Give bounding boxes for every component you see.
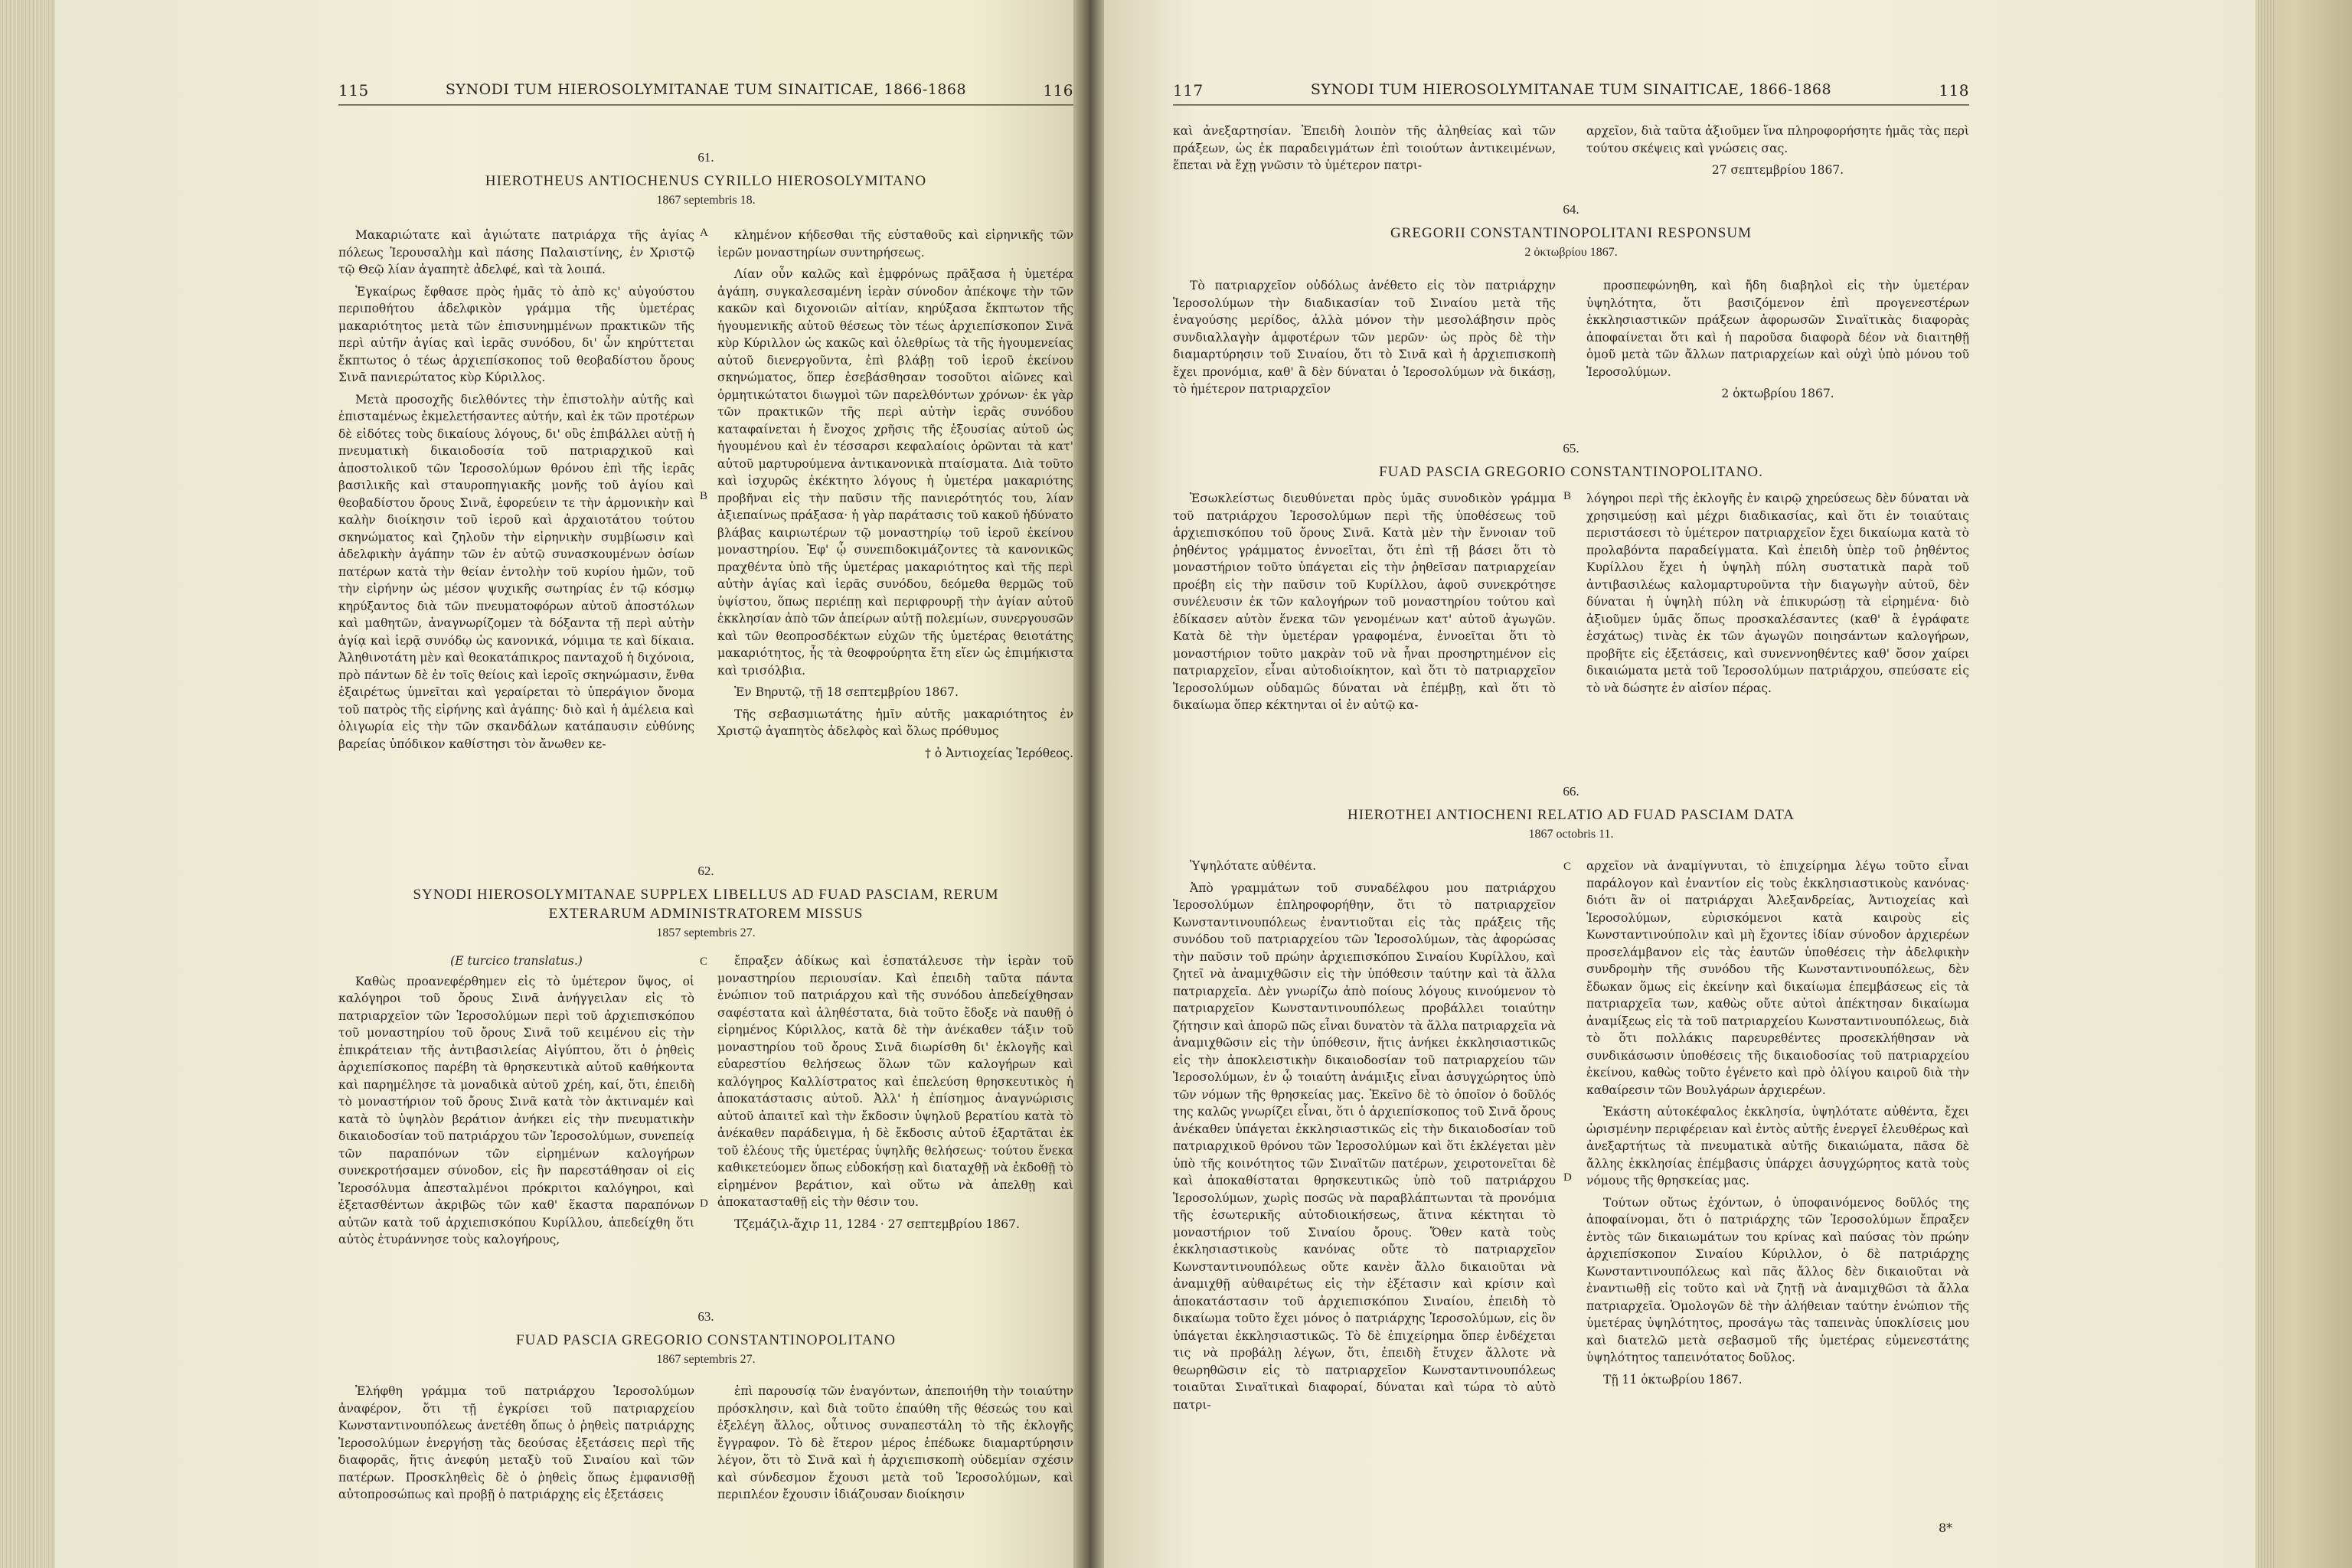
- running-head-left: [338, 81, 1073, 100]
- doc-title: HIEROTHEI ANTIOCHENI RELATIO AD FUAD PASCIAM DATA: [1347, 807, 1795, 823]
- paragraph: Καθὼς προανεφέρθημεν εἰς τὸ ὑμέτερον ὕψος, οἱ καλόγηροι τοῦ ὄρους Σινᾶ ἀνήγγειλαν εἰς τὸ πατριαρχεῖον τῶν Ἱεροσολύμων περὶ τοῦ ἀρχιεπισκόπου τοῦ μοναστηρίου τοῦ ὄρους Σινᾶ τοῦ κειμένου εἰς τὴν ἐπικράτειαν τῆς ἀντιβασιλείας Αἰγύπτου, ὅτι ὁ ῥηθεὶς ἀρχιεπίσκοπος παρέβη τὰ θρησκευτικὰ αὐτοῦ καθήκοντα καὶ παρημέλησε τὰ μοναδικὰ αὐτοῦ χρέη, καί, ὅτι, ἐπειδὴ τὸ μοναστήριον τοῦ ὄρους Σινᾶ κατὰ τὸν ἀκτιναμέν καὶ κατὰ τὸ ὑψηλὸν βεράτιον ἀνήκει εἰς τὴν πνευματικὴν δικαιοδοσίαν τοῦ πατριάρχου τῶν Ἱεροσολύμων, συνεπείᾳ τῶν παραπόνων τῶν εἰρημένων καλογήρων συνεκροτήσαμεν σύνοδον, εἰς ἣν παρεστάθησαν οἱ εἰς Ἱεροσόλυμα ἀπεσταλμένοι πρόκριτοι καλόγηροι, καὶ ἐξετασθέντων ἀκριβῶς τῶν καθ' ἕκαστα παραπόνων αὐτῶν κατὰ τοῦ ἀρχιεπισκόπου Κυρίλλου, ἀπεδείχθη ὅτι αὐτὸς ἐτυράννησε τοὺς καλογήρους,: [338, 974, 694, 1246]
- paragraph: λόγηροι περὶ τῆς ἐκλογῆς ἐν καιρῷ χηρεύσεως δὲν δύναται νὰ χρησιμεύσῃ καὶ μέχρι διαδικασίας, καὶ ὅτι ἐν τοιαύταις περιστάσεσι τὸ ὑμέτερον πατριαρχεῖον ἔχει δικαίωμα κατὰ τὸ προλαβόντα παραδείγματα. Καὶ ἐπειδὴ ὑπὲρ τοῦ ῥηθέντος Κυρίλλου ἔχει ἡ ὑψηλὴ πύλη συστατικὰ παρὰ τοῦ ἀντιβασιλέως καλομαρτυροῦντα τὴν διαγωγὴν αὐτοῦ, δὲν δύναται ἡ ὑψηλὴ πύλη νὰ ἐπικυρώσῃ τὰ εἰρημένα· διὸ ἀξιοῦμεν ὑμᾶς ὅπως προσκαλέσαντες (καθ' ἃ ἐγράφατε ἐσχάτως) τινὰς ἐκ τῶν ἀγωγῶν ποιησάντων καλογήρων, προβῆτε εἰς ἐξετάσεις, καὶ συνεννοηθέντες καθ' ὅσον χαίρει δικαιώματα μετὰ τοῦ Ἱεροσολύμων πατριάρχου, σπεύσατε εἰς τὸ νὰ δώσητε ἐν αἰσίον πέρας.: [1586, 492, 1969, 695]
- page-number-117: 117: [1173, 81, 1204, 100]
- margin-marker-d: D: [1563, 1171, 1572, 1184]
- doc-title: HIEROTHEUS ANTIOCHENUS CYRILLO HIEROSOLYMITANO: [485, 173, 927, 189]
- date-line: 2 ὀκτωβρίου 1867.: [1721, 387, 1834, 400]
- paragraph: κλημένον κήδεσθαι τῆς εὐσταθοῦς καὶ εἰρηνικῆς τῶν ἱερῶν μοναστηρίων συντηρήσεως.: [717, 228, 1073, 260]
- page-edge-strip: [2256, 0, 2274, 1568]
- doc-65-col-1: [1173, 490, 1556, 750]
- doc-65-col-2: [1586, 490, 1969, 750]
- signature: † ὁ Ἀντιοχείας Ἱερόθεος.: [925, 746, 1073, 760]
- doc-61-col-1: [338, 227, 694, 831]
- running-head-title: SYNODI TUM HIEROSOLYMITANAE TUM SINAITICAE, 1866-1868: [445, 81, 967, 98]
- doc-title: SYNODI HIEROSOLYMITANAE SUPPLEX LIBELLUS AD FUAD PASCIAM, RERUM EXTERARUM ADMINISTRATOREM MISSUS: [413, 887, 999, 922]
- place-date: Τζεμάζιλ-ἄχιρ 11, 1284 · 27 σεπτεμβρίου 1867.: [734, 1217, 1020, 1231]
- paragraph: καὶ ἀνεξαρτησίαν. Ἐπειδὴ λοιπὸν τῆς ἀληθείας καὶ τῶν πράξεων, ὡς ἐκ παραδειγμάτων ἐπὶ τοιούτων ἀντικειμένων, ἕπεται νὰ ἔχῃ γνῶσιν τὸ ὑμέτερον πατρι-: [1173, 124, 1556, 172]
- running-head-title: SYNODI TUM HIEROSOLYMITANAE TUM SINAITICAE, 1866-1868: [1310, 81, 1832, 98]
- paragraph: αρχεῖον, διὰ ταῦτα ἀξιοῦμεν ἵνα πληροφορήσητε ἡμᾶς τὰς περὶ τούτου σκέψεις καὶ γνώσεις σας.: [1586, 124, 1969, 155]
- paragraph: προσπεφώνηθη, καὶ ἤδη διαβηλοὶ εἰς τὴν ὑμετέραν ὑψηλότητα, ὅτι βασιζόμενον ἐπὶ προγενεστέρων ἐκκλησιαστικῶν πράξεων ἀφορωσῶν Σιναϊτικὰς διαφορὰς ἀποφαίνεται ὅτι καὶ ἡ παροῦσα διαφορὰ δέον νὰ διαιτηθῇ ὁμοῦ μετὰ τῶν ἄλλων πατριαρχείων καὶ οὐχὶ ὑπὸ μόνου τοῦ Ἱεροσολύμων.: [1586, 279, 1969, 379]
- doc-number: 64.: [1563, 202, 1579, 217]
- continuation-col-1: [1173, 122, 1556, 184]
- page-number-115: 115: [338, 81, 369, 100]
- page-number-118: 118: [1939, 81, 1969, 100]
- header-rule: [1173, 104, 1969, 106]
- doc-number: 66.: [1563, 784, 1579, 799]
- salutation: Ὑψηλότατε αὐθέντα.: [1190, 859, 1316, 873]
- doc-62-heading: [338, 864, 1073, 940]
- page-edges-right: [2256, 0, 2352, 1568]
- doc-date: 1867 septembris 18.: [656, 194, 756, 207]
- doc-63-heading: [338, 1309, 1073, 1367]
- closing: Τῆς σεβασμιωτάτης ἡμῖν αὐτῆς μακαριότητος ἐν Χριστῷ ἀγαπητὸς ἀδελφὸς καὶ ὅλως πρόθυμος: [717, 707, 1073, 738]
- doc-title: GREGORII CONSTANTINOPOLITANI RESPONSUM: [1390, 225, 1752, 241]
- header-rule: [338, 104, 1073, 106]
- paragraph: Τούτων οὕτως ἐχόντων, ὁ ὑποφαινόμενος δοῦλός της ἀποφαίνομαι, ὅτι ὁ πατριάρχης τῶν Ἱεροσολύμων ἔπραξεν ἐντὸς τῶν δικαιωμάτων του κρίνας καὶ παύσας τὸν πρώην ἀρχιεπίσκοπον Σιναίου Κύριλλον, ὁ δὲ πατριάρχης Κωνσταντινουπόλεως καὶ πᾶς ἄλλος δὲν δικαιοῦται νὰ ἐναντιωθῇ εἰς τοῦτο καὶ νὰ ζητῇ νὰ ἀναμιχθῶσι τὰ ἄλλα πατριαρχεῖα. Ὁμολογῶν δὲ τὴν ἀλήθειαν ταύτην ἐνώπιον τῆς ὑμετέρας ὑψηλότητος, προσάγω τὰς ταπεινὰς ὑποκλίσεις μου καὶ διατελῶ μετὰ σεβασμοῦ τῆς ὑμετέρας εὐμενεστάτης ὑψηλότητος ταπεινότατος δοῦλος.: [1586, 1195, 1969, 1364]
- doc-date: 1867 septembris 27.: [656, 1353, 756, 1366]
- paragraph: αρχεῖον νὰ ἀναμίγνυται, τὸ ἐπιχείρημα λέγω τοῦτο εἶναι παράλογον καὶ ἐναντίον εἰς τοὺς ἐκκλησιαστικοὺς κανόνας· διότι ἂν οἱ πατριάρχαι Ἀλεξανδρείας, Ἀντιοχείας καὶ Ἱεροσολύμων, εὑρισκόμενοι κατὰ καιροὺς εἰς Κωνσταντινούπολιν καὶ μὴ ἔχοντες ἰδίαν σύνοδον ἀρχιερέων προσελάμβανον εἰς τὰς ἑαυτῶν ὑποθέσεις τὴν ἀδελφικὴν συνδρομὴν τῆς συνόδου τῆς Κωνσταντινουπόλεως, δὲν ἔδωκαν ὅμως εἰς ἐκείνην καὶ δικαίωμα ἐπεμβάσεως εἰς τὰ πατριαρχεῖα των, καθὼς οὔτε αὐτοὶ ἀπέκτησαν δικαίωμα ἀναμίξεως εἰς τὰ τοῦ πατριαρχείου Κωνσταντινουπόλεως, διὰ τὸ ὅτι πολλάκις παρευρεθέντες προσεκλήθησαν νὰ συνδικάσωσιν ὑποθέσεις τῆς δικαιοδοσίας τοῦ πατριαρχείου ἐκείνου, καθὼς τοῦτο ἐγένετο καὶ πρὸ ὀλίγου καιροῦ διὰ τὴν καθαίρεσιν τῶν Βουλγάρων ἀρχιερέων.: [1586, 859, 1969, 1097]
- doc-date: 2 ὀκτωβρίου 1867.: [1524, 246, 1618, 259]
- margin-marker-c: C: [1563, 861, 1572, 873]
- subtitle: (E turcico translatus.): [450, 954, 583, 968]
- margin-marker-c: C: [700, 956, 708, 968]
- page-edges-left: [0, 0, 55, 1568]
- right-page: [1104, 0, 2256, 1568]
- doc-62-col-1: [338, 952, 694, 1289]
- margin-marker-b: B: [700, 490, 708, 502]
- continuation-col-2: [1586, 122, 1969, 184]
- doc-number: 65.: [1563, 441, 1579, 456]
- signature-mark: 8*: [1939, 1521, 1953, 1535]
- paragraph: Ἐσωκλείστως διευθύνεται πρὸς ὑμᾶς συνοδικὸν γράμμα τοῦ πατριάρχου Ἱεροσολύμων περὶ τῆς ὑποθέσεως τοῦ ἀρχιεπισκόπου τοῦ ὄρους Σινᾶ. Κατὰ μὲν τὴν ἔννοιαν τοῦ ῥηθέντος γράμματος ἐννοεῖται, ὅτι ἐπὶ τῇ βάσει ὅτι τὸ μοναστήριον τοῦτο ὑπάγεται εἰς τὴν ῥηθεῖσαν πατριαρχείαν προέβη εἰς τὴν παῦσιν τοῦ Κυρίλλου, ἀφοῦ συνεκρότησε συνέλευσιν ἐκ τῶν καλογήρων τοῦ μοναστηρίου τούτου καὶ ἐδίκασεν αὐτὸν ἕνεκα τῶν γενομένων κατ' αὐτοῦ ἀγωγῶν. Κατὰ δὲ τὴν ὑμετέραν γραφομένα, ἐννοεῖται ὅτι τὸ μοναστήριον τοῦτο μακρὰν τοῦ νὰ ἦναι προσηρτημένον εἰς πατριαρχεῖον, εἶναι αὐτοδιοίκητον, καὶ ὅτι τὸ πατριαρχεῖον Ἱεροσολύμων οὐδαμῶς δύναται νὰ ἐπέμβῃ, καὶ ὅτι τὸ δικαίωμα ὅπερ κέκτηνται οἱ ἐν αὐτῷ κα-: [1173, 492, 1556, 712]
- margin-marker-a: A: [700, 227, 708, 239]
- paragraph: Τὸ πατριαρχεῖον οὐδόλως ἀνέθετο εἰς τὸν πατριάρχην Ἱεροσολύμων τὴν διαδικασίαν τοῦ Σιναίου μετὰ τῆς ἐναγούσης μερίδος, ἀλλὰ μόνον τὴν μεσολάβησιν πρὸς συνδιαλλαγὴν ἀμφοτέρων τῶν μερῶν· ὡς πρὸς δὲ τὴν διαμαρτύρησιν τοῦ Σιναίου, ὅτι τὸ Σινᾶ καὶ ἡ ἀρχιεπισκοπὴ ἔχει προνόμια, καθ' ἃ δὲν δύναται ὁ Ἱεροσολύμων νὰ δικάσῃ, τὸ ἡμέτερον πατριαρχεῖον: [1173, 279, 1556, 396]
- left-page: [55, 0, 1073, 1568]
- doc-63-col-2: [717, 1383, 1073, 1544]
- doc-66-col-2: [1586, 858, 1969, 1547]
- doc-number: 61.: [697, 150, 714, 165]
- doc-63-col-1: [338, 1383, 694, 1544]
- place-date: Τῇ 11 ὀκτωβρίου 1867.: [1603, 1372, 1743, 1387]
- doc-title: FUAD PASCIA GREGORIO CONSTANTINOPOLITANO.: [1379, 464, 1763, 480]
- paragraph: Μετὰ προσοχῆς διελθόντες τὴν ἐπιστολὴν αὐτῆς καὶ ἐπισταμένως ἐκμελετήσαντες αὐτήν, καὶ ἐκ τῶν προτέρων δὲ εἰδότες τοὺς δικαίους λόγους, δι' οὓς ἐπιβάλλει αὐτῇ ἡ πνευματικὴ δικαιοδοσία τοῦ πατριαρχικοῦ καὶ ἀποστολικοῦ τῶν Ἱεροσολύμων θρόνου ἐπὶ τῆς ἱερᾶς βασιλικῆς καὶ σταυροπηγιακῆς μονῆς τοῦ ἁγίου καὶ θεοβαδίστου ὄρους Σινᾶ, ἐφορεύειν τε τὴν ἁρμονικὴν καὶ καλὴν διοίκησιν τοῦ ἱεροῦ καὶ ἀρχαιοτάτου τούτου σκηνώματος καὶ ζηλοῦν τὴν εἰρηνικὴν συμβίωσιν καὶ ἀδελφικὴν ἀγάπην τῶν ἐν αὐτῷ συνασκουμένων ὁσίων πατέρων κατὰ τὴν θείαν ἐντολὴν τοῦ κυρίου ἡμῶν, τοῦ τὴν εἰρήνην ὡς μέσον ψυχικῆς σωτηρίας ἐν τῷ κόσμῳ κηρύξαντος διὰ τῶν πνευματοφόρων αὐτοῦ ἀποστόλων καὶ μαθητῶν, ἀναγνωρίζομεν τὰ δόξαντα τῇ περὶ αὐτὴν ἁγίᾳ καὶ ἱερᾷ συνόδῳ ὡς κανονικά, νόμιμα τε καὶ δίκαια. Ἀληθινοτάτη μὲν καὶ θεοκατάπικρος πανταχοῦ ἡ διχόνοια, πρὸ πάντων δὲ ἐν τοῖς θείοις καὶ ἱεροῖς σκηνώμασιν, ἔνθα ἐξαιρέτως ὑμνεῖται καὶ γεραίρεται τὸ ὑπεράγιον ὄνομα τοῦ πατρὸς τῆς εἰρήνης καὶ ἀγάπης· διὸ καὶ ἡ ἀμέλεια καὶ ὀλιγωρία εἰς τὴν τῶν σκανδάλων κατάπαυσιν εὐθύνης βαρείας ὑπόδικον καθίστησι τὸν ἄνωθεν κε-: [338, 392, 694, 751]
- place-date: Ἐν Βηρυτῷ, τῇ 18 σεπτεμβρίου 1867.: [734, 685, 959, 699]
- margin-marker-b: B: [1563, 490, 1572, 502]
- doc-64-col-2: [1586, 277, 1969, 407]
- margin-marker-d: D: [700, 1197, 708, 1210]
- doc-66-col-1: [1173, 858, 1556, 1547]
- paragraph: Ἐγκαίρως ἔφθασε πρὸς ἡμᾶς τὸ ἀπὸ κς' αὐγούστου περιποθήτου ἀδελφικὸν γράμμα τῆς ὑμετέρας μακαριότητος μετὰ τῶν ἐπισυνημμένων πρακτικῶν τῆς περὶ αὐτῆν ἁγίας καὶ ἱερᾶς συνόδου, δι' ὧν κηρύττεται ἔκπτωτος ὁ τέως ἀρχιεπίσκοπος τοῦ θεοβαδίστου ὄρους Σινᾶ πανιερώτατος κὺρ Κύριλλος.: [338, 284, 694, 384]
- book-gutter: [1073, 0, 1104, 1568]
- doc-61-heading: [338, 150, 1073, 207]
- running-head-right: [1173, 81, 1969, 100]
- doc-title: FUAD PASCIA GREGORIO CONSTANTINOPOLITANO: [516, 1332, 896, 1348]
- paragraph: ἐπὶ παρουσίᾳ τῶν ἐναγόντων, ἀπεποιήθη τὴν τοιαύτην πρόσκλησιν, καὶ διὰ τοῦτο ἐπαύθη τῆς θέσεώς του καὶ ἐξελέγη ἄλλος, οὗτινος συναπεστάλη τὸ τῆς ἐκλογῆς ἔγγραφον. Τὸ δὲ ἕτερον μέρος ἐπέδωκε διαμαρτύρησιν λέγον, ὅτι τὸ Σινᾶ καὶ ἡ ἀρχιεπισκοπὴ οὐδεμίαν σχέσιν καὶ σύνδεσμον ἔχουσι μετὰ τοῦ Ἱεροσολύμων, καὶ περιπλέον ἔχουσιν ἰδιάζουσαν διοίκησιν: [717, 1384, 1073, 1501]
- doc-number: 62.: [697, 864, 714, 878]
- paragraph: Ἐλήφθη γράμμα τοῦ πατριάρχου Ἱεροσολύμων ἀναφέρον, ὅτι τῇ ἐγκρίσει τοῦ πατριαρχείου Κωνσταντινουπόλεως ἀνετέθη ὅπως ὁ ῥηθεὶς πατριάρχης Ἱεροσολύμων ἐνεργήσῃ τὰς δεούσας ἐξετάσεις περὶ τῆς διαφορᾶς, ἥτις ἀνεφύη μεταξὺ τοῦ Σιναίου καὶ τῶν πατέρων. Προσκληθεὶς δὲ ὁ ῥηθεὶς ὅπως ἐμφανισθῇ αὐτοπροσώπως καὶ προβῇ ὁ πατριάρχης εἰς ἐξετάσεις: [338, 1384, 694, 1501]
- doc-date: 1867 octobris 11.: [1528, 828, 1614, 841]
- paragraph: Ἀπὸ γραμμάτων τοῦ συναδέλφου μου πατριάρχου Ἱεροσολύμων ἐπληροφορήθην, ὅτι τὸ πατριαρχεῖον Κωνσταντινουπόλεως ἐναντιοῦται εἰς τὰς πράξεις τῆς συνόδου τοῦ πατριαρχείου τῶν Ἱεροσολύμων, τὰς ἀφορώσας τὴν παῦσιν τοῦ πρώην ἀρχιεπισκόπου Σιναίου Κυρίλλου, καὶ ζητεῖ νὰ ἀναμιχθῶσιν εἰς τὴν ὑπόθεσιν ταύτην καὶ τὰ ἄλλα πατριαρχεῖα. Δὲν γνωρίζω ἀπὸ ποίους λόγους κινούμενον τὸ πατριαρχεῖον Κωνσταντινουπόλεως προβάλλει τοιαύτην ζήτησιν καὶ ἀπορῶ πῶς εἶναι δυνατὸν τὰ ἄλλα πατριαρχεῖα νὰ ἀναμιχθῶσιν εἰς τὴν ὑπόθεσιν, ἥτις ἀνήκει ἐκκλησιαστικῶς εἰς τὴν ἀποκλειστικὴν δικαιοδοσίαν τοῦ πατριαρχείου τῶν Ἱεροσολύμων, ἐν ᾧ τοιαύτη ἀνάμιξις εἶναι ἀσυγχώρητος ὑπὸ τῶν νόμων τῆς θρησκείας μας. Ἐκεῖνο δὲ τὸ ὁποῖον ὁ δοῦλός της καλῶς γνωρίζει εἶναι, ὅτι ὁ ἀρχιεπίσκοπος τοῦ Σινᾶ ὄρους ἀνέκαθεν ὑπάγεται ἐκκλησιαστικῶς εἰς τὴν δικαιοδοσίαν τοῦ πατριαρχικοῦ θρόνου τῶν Ἱεροσολύμων καὶ ὅτι ἐκλέγεται μὲν ὑπὸ τῆς κοινότητος τῶν Σιναϊτῶν πατέρων, χειροτονεῖται δὲ καὶ ἀποκαθίσταται θρησκευτικῶς ὑπὸ τοῦ πατριάρχου Ἱεροσολύμων, χωρὶς ποσῶς νὰ παραβλάπτωνται τὰ προνόμια τῆς ἐσωτερικῆς αὐτοδιοικήσεως, ἅτινα κέκτηται τὸ μοναστήριον τοῦ Σιναίου ὄρους. Ὅθεν κατὰ τοὺς ἐκκλησιαστικοὺς κανόνας οὔτε τὸ πατριαρχεῖον Κωνσταντινουπόλεως οὔτε κανὲν ἄλλο δικαιοῦται νὰ ἀναμιχθῇ αὐθαιρέτως εἰς τὴν ἐξέτασιν καὶ κρίσιν καὶ ἀποκατάστασιν τοῦ ἀρχιεπισκόπου Σιναίου, ἐπειδὴ τὸ δικαίωμα τοῦτο ἔχει μόνος ὁ πατριάρχης Ἱεροσολύμων, εἰς ὃν ὑπάγεται ἐκκλησιαστικῶς. Τὸ δὲ ἐπιχείρημα ὅπερ ἐνδέχεται τις νὰ προβάλῃ λέγων, ὅτι, ἐπειδὴ ἔτυχεν ἄλλοτε νὰ θεωρηθῶσιν εἰς τὸ πατριαρχεῖον Κωνσταντινουπόλεως τοιαῦται Σιναϊτικαὶ διαφοραί, δύναται καὶ τώρα τὸ αὐτὸ πατρι-: [1173, 880, 1556, 1412]
- doc-65-heading: [1173, 441, 1969, 482]
- doc-61-col-2: [717, 227, 1073, 831]
- doc-64-heading: [1173, 202, 1969, 260]
- paragraph: ἔπραξεν ἀδίκως καὶ ἐσπατάλευσε τὴν ἱερὰν τοῦ μοναστηρίου περιουσίαν. Καὶ ἐπειδὴ ταῦτα πάντα ἐνώπιον τοῦ πατριάρχου καὶ τῆς συνόδου ἀπεδείχθησαν σαφέστατα καὶ ἀληθέστατα, διὰ τοῦτο ἔδοξε νὰ παυθῇ ὁ εἰρημένος Κύριλλος, κατὰ δὲ τὴν ἀνέκαθεν τάξιν τοῦ μοναστηρίου τοῦ ὄρους Σινᾶ διωρίσθη δι' ἐκλογῆς καὶ εὐαρεστίου θελήσεως ὅλων τῶν καλογήρων καὶ καλόγηρος Καλλίστρατος καὶ ἐπελεύση θρησκευτικὸς ἡ ἀποκατάστασις αὐτοῦ. Ἀλλ' ἡ ἐπίσημος ἀναγνώρισις αὐτοῦ ἀπαιτεῖ καὶ τὴν ἔκδοσιν ὑψηλοῦ βερατίου κατὰ τὸ ἀνέκαθεν παράδειγμα, ἡ δὲ ἔκδοσις αὐτοῦ ἐξαρτᾶται ἐκ τοῦ ἐλέους τῆς ὑμετέρας ὑψηλῆς θελήσεως· τούτου ἕνεκα καθικετεύομεν ὅπως εὐδοκήσῃ καὶ διαταχθῇ νὰ ἐκδοθῇ τὸ εἰρημένον βεράτιον, καὶ οὕτω νὰ ἀπελθῃ καὶ ἀποκατασταθῇ εἰς τὴν θέσιν του.: [717, 954, 1073, 1209]
- doc-66-heading: [1173, 784, 1969, 841]
- date-line: 27 σεπτεμβρίου 1867.: [1711, 163, 1844, 177]
- page-number-116: 116: [1043, 81, 1073, 100]
- paragraph: Μακαριώτατε καὶ ἁγιώτατε πατριάρχα τῆς ἁγίας πόλεως Ἱερουσαλὴμ καὶ πάσης Παλαιστίνης, ἐν Χριστῷ τῷ Θεῷ λίαν ἀγαπητὲ ἀδελφέ, καὶ τὰ λοιπά.: [338, 228, 694, 276]
- doc-64-col-1: [1173, 277, 1556, 407]
- paragraph: Ἑκάστη αὐτοκέφαλος ἐκκλησία, ὑψηλότατε αὐθέντα, ἔχει ὡρισμένην περιφέρειαν καὶ ἐντὸς αὐτῆς ἐνεργεῖ ἐλευθέρως καὶ ἀνεξαρτήτως τὰ πνευματικὰ αὐτῆς δικαιώματα, πᾶσα δὲ ἄλλης ἐκκλησίας ἐπέμβασις ὑπάρχει ἀσυγχώρητος κατὰ τοὺς νόμους τῆς θρησκείας μας.: [1586, 1105, 1969, 1187]
- doc-number: 63.: [697, 1309, 714, 1324]
- paragraph: Λίαν οὖν καλῶς καὶ ἐμφρόνως πρᾶξασα ἡ ὑμετέρα ἀγάπη, συγκαλεσαμένη ἱερὰν σύνοδον ἀπέκοψε τὴν τῶν κακῶν καὶ διχονοιῶν αἰτίαν, κηρύξασα ἔκπτωτον τῆς ἡγουμενικῆς αὐτοῦ θέσεως τὸν τέως ἀρχιεπίσκοπον Σινᾶ κὺρ Κύριλλον ὡς κακῶς καὶ ὀλεθρίως τὰ τῆς ἡγουμενείας αὐτοῦ διενεργοῦντα, ἐπὶ βλάβῃ τοῦ ἱεροῦ ἐκείνου σκηνώματος, ὅπερ ἐσεβάσθησαν τοσοῦτοι αἰῶνες καὶ ὁρμητικώτατοι διωγμοὶ τῶν παρελθόντων χρόνων· ἐκ γὰρ τῶν πρακτικῶν τῆς περὶ αὐτὴν ἱερᾶς συνόδου καταφαίνεται ἡ ἔνοχος χρῆσις τῆς ἐξουσίας αὐτοῦ ὡς ἡγουμένου καὶ ἐν τέσσαρσι κεφαλαίοις ὁρῶνται τὰ κατ' αὐτοῦ μαρτυρούμενα ἀντικανονικὰ πταίσματα. Διὰ τοῦτο καὶ ἰσχυρῶς ἐκέκτητο λόγους ἡ ὑμετέρα μακαριότης προβῆναι εἰς τὴν παῦσιν τῆς πανιερότητός του, λίαν ἀξιεπαίνως πράξασα· ἡ γὰρ παράτασις τοῦ κακοῦ ἠδύνατο βλάβας καιριωτέρων τῷ μοναστηρίῳ τοῦ ἱεροῦ ἐκείνου μοναστηρίου. Ἐφ' ᾧ συνεπιδοκιμάζοντες τὰ κανονικῶς πραχθέντα ὑπὸ τῆς ὑμετέρας μακαριότητος καὶ τῆς περὶ αὐτὴν ἁγίας καὶ ἱερᾶς συνόδου, δεόμεθα θερμῶς τοῦ ὑψίστου, ὅπως περιέπῃ καὶ περιφρουρῇ τὴν ἁγίαν αὐτοῦ ἐκκλησίαν ἀπὸ τῶν ἀπείρων αὐτῇ πολεμίων, συνεργουσῶν καὶ τῶν θεοπροσδέκτων εὐχῶν τῆς ὑμετέρας θειοτάτης μακαριότητος, ἧς τὰ θεοφρούρητα ἔτη εἴεν ὡς ἐπιμήκιστα καὶ τρισόλβια.: [717, 267, 1073, 678]
- doc-date: 1857 septembris 27.: [656, 926, 756, 939]
- doc-62-col-2: [717, 952, 1073, 1289]
